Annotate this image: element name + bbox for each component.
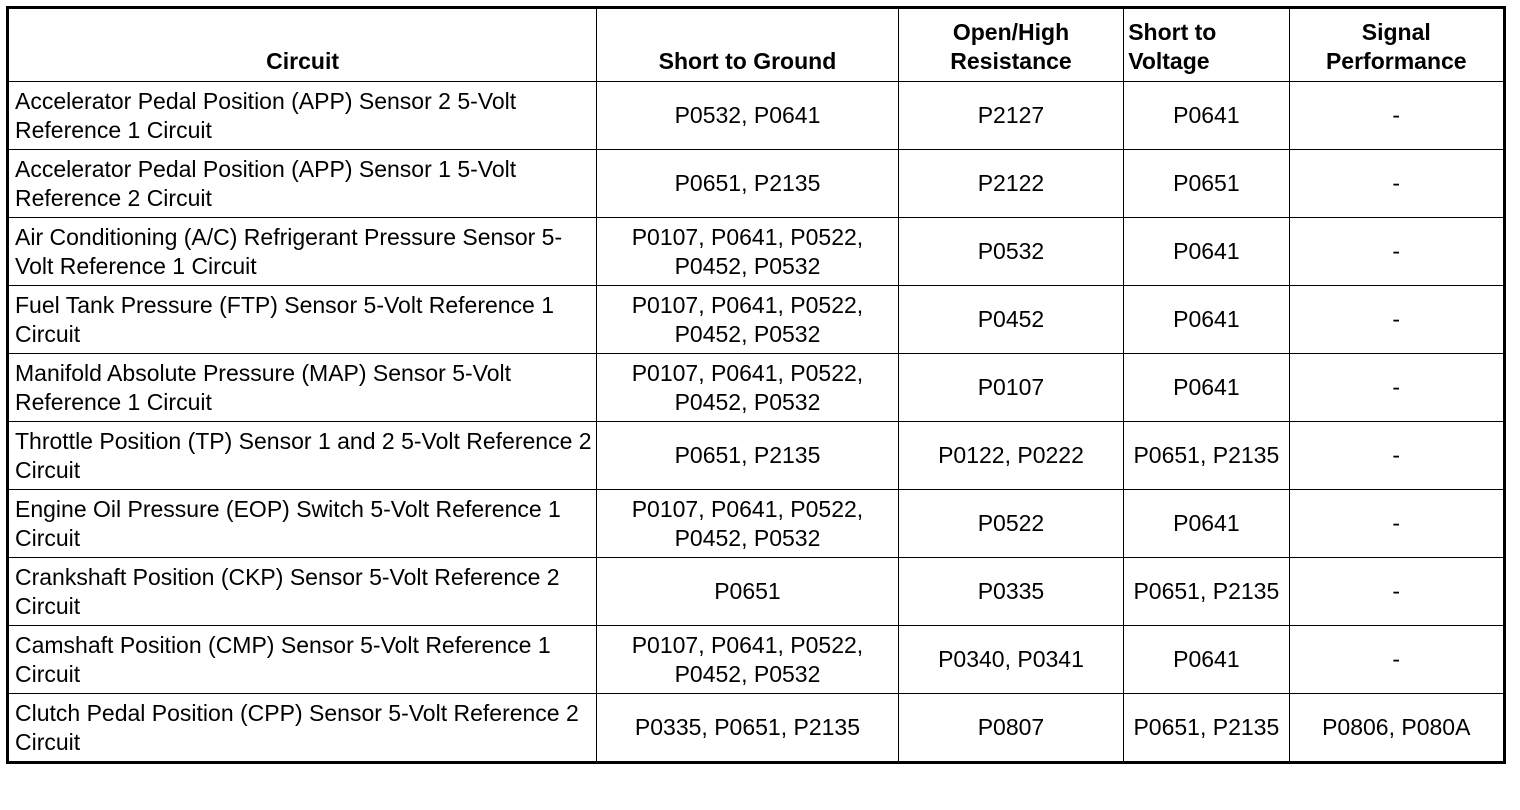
cell-signal-performance: -: [1289, 218, 1504, 286]
cell-circuit: Air Conditioning (A/C) Refrigerant Pressure Sensor 5-Volt Reference 1 Circuit: [8, 218, 597, 286]
header-short-to-ground: Short to Ground: [597, 8, 899, 82]
cell-short-to-voltage: P0641: [1124, 286, 1289, 354]
cell-circuit: Throttle Position (TP) Sensor 1 and 2 5-Volt Reference 2 Circuit: [8, 422, 597, 490]
table-row: [8, 490, 1505, 558]
cell-short-to-ground: P0651, P2135: [597, 150, 899, 218]
cell-short-to-ground: P0107, P0641, P0522, P0452, P0532: [597, 354, 899, 422]
cell-short-to-ground: P0107, P0641, P0522, P0452, P0532: [597, 626, 899, 694]
header-short-to-voltage: Short to Voltage: [1124, 8, 1289, 82]
cell-signal-performance: -: [1289, 150, 1504, 218]
cell-short-to-ground: P0651: [597, 558, 899, 626]
cell-circuit: Accelerator Pedal Position (APP) Sensor 1 5-Volt Reference 2 Circuit: [8, 150, 597, 218]
cell-open-high-resistance: P0340, P0341: [898, 626, 1123, 694]
cell-circuit: Engine Oil Pressure (EOP) Switch 5-Volt Reference 1 Circuit: [8, 490, 597, 558]
table-row: [8, 422, 1505, 490]
table-row: [8, 82, 1505, 150]
cell-short-to-voltage: P0641: [1124, 218, 1289, 286]
cell-short-to-ground: P0335, P0651, P2135: [597, 694, 899, 763]
cell-circuit: Crankshaft Position (CKP) Sensor 5-Volt Reference 2 Circuit: [8, 558, 597, 626]
cell-short-to-voltage: P0641: [1124, 354, 1289, 422]
cell-signal-performance: -: [1289, 286, 1504, 354]
cell-open-high-resistance: P0107: [898, 354, 1123, 422]
header-signal-performance: Signal Performance: [1289, 8, 1504, 82]
cell-signal-performance: -: [1289, 558, 1504, 626]
cell-short-to-ground: P0107, P0641, P0522, P0452, P0532: [597, 218, 899, 286]
cell-short-to-voltage: P0641: [1124, 82, 1289, 150]
cell-open-high-resistance: P2127: [898, 82, 1123, 150]
cell-short-to-voltage: P0641: [1124, 490, 1289, 558]
cell-circuit: Accelerator Pedal Position (APP) Sensor 2 5-Volt Reference 1 Circuit: [8, 82, 597, 150]
header-circuit: Circuit: [8, 8, 597, 82]
cell-short-to-voltage: P0651, P2135: [1124, 694, 1289, 763]
dtc-table-container: [6, 6, 1506, 764]
cell-signal-performance: -: [1289, 490, 1504, 558]
cell-signal-performance: -: [1289, 354, 1504, 422]
table-row: [8, 694, 1505, 763]
cell-signal-performance: -: [1289, 422, 1504, 490]
cell-circuit: Clutch Pedal Position (CPP) Sensor 5-Volt Reference 2 Circuit: [8, 694, 597, 763]
cell-short-to-voltage: P0641: [1124, 626, 1289, 694]
cell-short-to-ground: P0107, P0641, P0522, P0452, P0532: [597, 490, 899, 558]
cell-open-high-resistance: P0452: [898, 286, 1123, 354]
table-row: [8, 150, 1505, 218]
cell-signal-performance: -: [1289, 82, 1504, 150]
cell-open-high-resistance: P0522: [898, 490, 1123, 558]
table-row: [8, 558, 1505, 626]
table-row: [8, 218, 1505, 286]
cell-short-to-voltage: P0651, P2135: [1124, 558, 1289, 626]
cell-signal-performance: P0806, P080A: [1289, 694, 1504, 763]
dtc-circuit-table: [6, 6, 1506, 764]
cell-circuit: Fuel Tank Pressure (FTP) Sensor 5-Volt Reference 1 Circuit: [8, 286, 597, 354]
cell-short-to-voltage: P0651: [1124, 150, 1289, 218]
cell-circuit: Camshaft Position (CMP) Sensor 5-Volt Reference 1 Circuit: [8, 626, 597, 694]
table-row: [8, 354, 1505, 422]
cell-short-to-ground: P0651, P2135: [597, 422, 899, 490]
cell-signal-performance: -: [1289, 626, 1504, 694]
cell-open-high-resistance: P0335: [898, 558, 1123, 626]
cell-short-to-voltage: P0651, P2135: [1124, 422, 1289, 490]
table-header-row: [8, 8, 1505, 82]
cell-open-high-resistance: P0532: [898, 218, 1123, 286]
cell-open-high-resistance: P0122, P0222: [898, 422, 1123, 490]
cell-short-to-ground: P0532, P0641: [597, 82, 899, 150]
cell-circuit: Manifold Absolute Pressure (MAP) Sensor 5-Volt Reference 1 Circuit: [8, 354, 597, 422]
header-open-high-resistance: Open/High Resistance: [898, 8, 1123, 82]
cell-open-high-resistance: P0807: [898, 694, 1123, 763]
table-row: [8, 286, 1505, 354]
table-row: [8, 626, 1505, 694]
cell-short-to-ground: P0107, P0641, P0522, P0452, P0532: [597, 286, 899, 354]
cell-open-high-resistance: P2122: [898, 150, 1123, 218]
